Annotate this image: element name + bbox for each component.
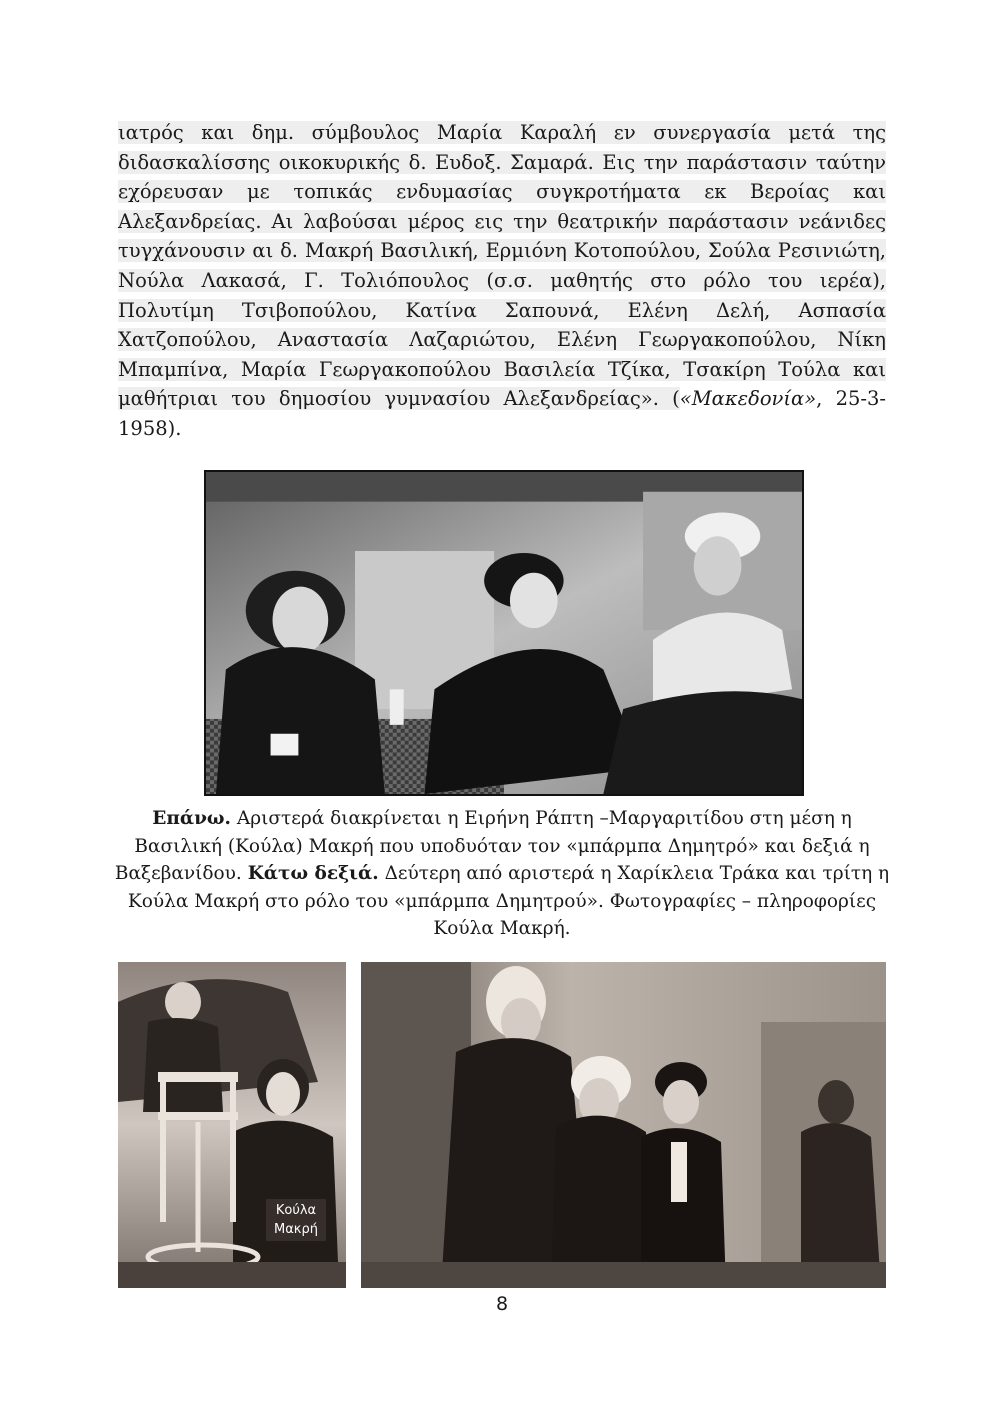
photo-theatre-scene-top <box>204 470 804 796</box>
source-date: , 25-3-1958). <box>118 387 887 440</box>
photo-theatre-scene-bottom <box>361 962 886 1288</box>
page-number: 8 <box>495 1293 509 1315</box>
quoted-text: ιατρός και δημ. σύμβουλος Μαρία Καραλή εν συνεργασία μετά της διδασκαλίσσης οικοκυρικής δ. Ευδοξ. Σαμαρά. Εις την παράστασιν ταύτην εχόρευσαν με τοπικάς ενδυμασίας συγκροτήματα εκ Βεροίας και Αλεξανδρείας. Αι λαβούσαι μέρος εις την θεατρικήν παράστασιν νεάνιδες τυγχάνουσιν αι δ. Μακρή Βασιλική, Ερμιόνη Κοτοπούλου, Σούλα Ρεσινιώτη, Νούλα Λακασά, Γ. Τολιόπουλος (σ.σ. μαθητής στο ρόλο του ιερέα), Πολυτίμη Τσιβοπούλου, Κατίνα Σαπουνά, Ελένη Δελή, Ασπασία Χατζοπούλου, Αναστασία Λαζαριώτου, Ελένη Γεωργακοπούλου, Νίκη Μπαμπίνα, Μαρία Γεωργακοπούλου Βασιλεία Τζίκα, Τσακίρη Τούλα και μαθήτριαι του δημοσίου γυμνασίου Αλεξανδρείας». ( <box>118 121 886 411</box>
photo-name-label: Κούλα Μακρή <box>266 1199 326 1241</box>
photo-bottom-right-image <box>361 962 886 1288</box>
caption-label-bottom: Κάτω δεξιά. <box>247 863 379 884</box>
photo-koula-makri <box>118 962 346 1288</box>
source-newspaper: «Μακεδονία» <box>679 387 817 411</box>
body-paragraph <box>118 118 886 444</box>
photo-caption <box>112 805 892 943</box>
caption-label-top: Επάνω. <box>152 808 231 829</box>
caption-text-top: Αριστερά διακρίνεται η Ειρήνη Ράπτη –Μαργαριτίδου στη μέση η Βασιλική (Κούλα) Μακρή που υποδυόταν τον «μπάρμπα Δημητρό» και δεξιά η Βαξεβανίδου. <box>114 808 870 884</box>
photo-top-image <box>206 472 802 794</box>
caption-text-bottom: Δεύτερη από αριστερά η Χαρίκλεια Τράκα και τρίτη η Κούλα Μακρή στο ρόλο του «μπάρμπα Δημητρού». Φωτογραφίες – πληροφορίες Κούλα Μακρή. <box>127 863 890 939</box>
